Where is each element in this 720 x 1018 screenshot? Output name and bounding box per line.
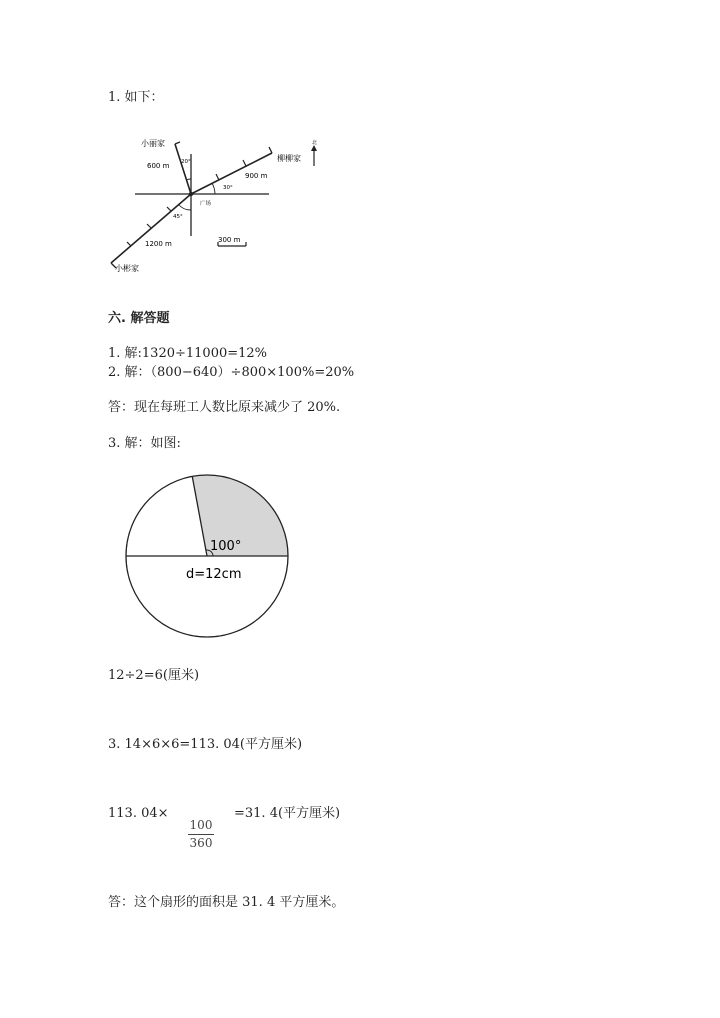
label-dist-liuliu: 900 m — [245, 172, 268, 180]
square-point — [189, 192, 193, 196]
label-angle-liuliu: 30° — [223, 185, 233, 191]
section-title: 六. 解答题 — [108, 311, 170, 326]
fraction-denominator: 360 — [189, 836, 213, 850]
location-map-diagram — [105, 132, 325, 278]
angle-label: 100° — [210, 539, 242, 554]
label-dist-xiaoli: 600 m — [147, 162, 170, 170]
calc-radius: 12÷2=6(厘米) — [108, 668, 200, 683]
label-angle-xiaobin: 45° — [173, 214, 183, 220]
calc-sector-right: =31. 4(平方厘米) — [234, 806, 341, 821]
final-answer: 答：这个扇形的面积是 31. 4 平方厘米。 — [108, 895, 345, 910]
sector-circle-diagram — [120, 470, 296, 646]
label-xiaoli: 小丽家 — [141, 139, 165, 148]
answer-3: 3. 解：如图: — [108, 436, 181, 451]
label-xiaobin: 小彬家 — [115, 264, 139, 273]
label-north: 北 — [312, 140, 318, 146]
calc-sector-left: 113. 04× — [108, 806, 169, 821]
label-angle-xiaoli: 20° — [181, 159, 191, 165]
answer-2-conclusion: 答：现在每班工人数比原来减少了 20%. — [108, 400, 341, 415]
label-square: 广场 — [200, 201, 212, 207]
fraction-numerator: 100 — [189, 818, 213, 832]
map-line-xiaoli — [175, 144, 191, 194]
answer-1: 1. 解:1320÷11000=12% — [108, 346, 268, 361]
label-dist-xiaobin: 1200 m — [145, 240, 172, 248]
diameter-label: d=12cm — [186, 567, 242, 582]
calc-circle-area: 3. 14×6×6=113. 04(平方厘米) — [108, 737, 303, 752]
fraction-100-360 — [188, 818, 214, 851]
label-liuliu: 柳柳家 — [277, 154, 301, 163]
map-line-xiaobin — [111, 194, 191, 263]
answer-2: 2. 解：（800−640）÷800×100%=20% — [108, 365, 355, 380]
item-1-heading: 1. 如下： — [108, 90, 164, 105]
label-scale: 300 m — [218, 236, 241, 244]
